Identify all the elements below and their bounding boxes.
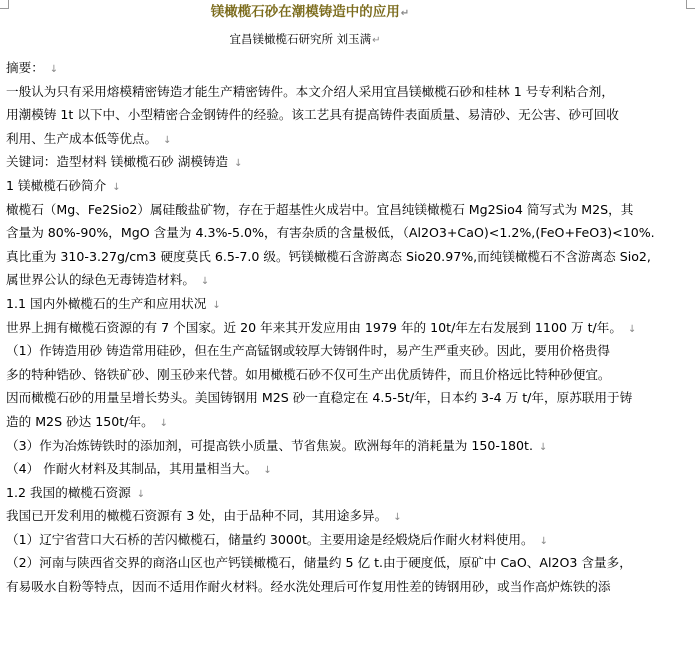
- text-line: [6, 56, 689, 80]
- paragraph-mark: ↵: [400, 8, 410, 19]
- text-line: [6, 363, 689, 387]
- text-line-content: 用潮模铸 1t 以下中、小型精密合金钢铸件的经验。该工艺具有提高铸件表面质量、易清砂、无公害、砂可回收: [6, 107, 619, 123]
- text-line: [6, 551, 689, 575]
- text-line-content: 真比重为 310-3.27g/cm3 硬度莫氏 6.5-7.0 级。钙镁橄榄石含游离态 Sio20.97%,而纯镁橄榄石不含游离态 Sio2,: [6, 248, 651, 264]
- document-author-text: 宜昌镁橄榄石研究所 刘玉满: [229, 32, 372, 46]
- text-line-content: （1）辽宁省营口大石桥的苦闪橄榄石，储量约 3000t。主要用途是经煅烧后作耐火材料使用。: [6, 531, 534, 547]
- document-author: [0, 31, 610, 49]
- text-line: [6, 103, 689, 127]
- line-break-mark: ↓: [200, 276, 210, 288]
- line-break-mark: ↓: [112, 181, 121, 193]
- text-line-content: （4） 作耐火材料及其制品，其用量相当大。: [6, 461, 258, 477]
- text-line: [6, 198, 689, 222]
- line-break-mark: ↓: [538, 441, 548, 453]
- text-line: [6, 221, 689, 245]
- text-line-content: 橄榄石（Mg、Fe2Sio2）属硅酸盐矿物，存在于超基性火成岩中。宜昌纯镁橄榄石 Mg2Sio4 简写式为 M2S，其: [6, 201, 634, 217]
- text-line: [6, 80, 689, 104]
- line-break-mark: ↓: [393, 512, 402, 524]
- line-break-mark: ↓: [159, 417, 169, 429]
- text-line: [6, 386, 689, 410]
- line-break-mark: ↓: [163, 134, 172, 146]
- document-title: [0, 3, 620, 23]
- line-break-mark: ↓: [234, 158, 243, 170]
- document-body: [6, 56, 689, 599]
- document-title-text: 镁橄榄石砂在潮模铸造中的应用: [210, 4, 400, 20]
- text-line-content: （3）作为冶炼铸铁时的添加剂，可提高铁小质量、节省焦炭。欧洲每年的消耗量为 150-180t.: [6, 437, 533, 453]
- text-line: [6, 150, 689, 174]
- text-line: [6, 268, 689, 292]
- text-line-content: 我国已开发利用的橄榄石资源有 3 处，由于品种不同，其用途多异。: [6, 508, 388, 524]
- text-line-content: 世界上拥有橄榄石资源的有 7 个国家。近 20 年来其开发应用由 1979 年的 10t/年左右发展到 1100 万 t/年。: [6, 319, 622, 335]
- line-break-mark: ↓: [627, 323, 637, 335]
- paragraph-mark: ↵: [372, 35, 381, 46]
- text-line: [6, 292, 689, 316]
- line-break-mark: ↓: [263, 465, 272, 477]
- text-line-content: 属世界公认的绿色无毒铸造材料。: [6, 272, 195, 288]
- text-line-content: 1.2 我国的橄榄石资源: [6, 484, 131, 500]
- text-line: [6, 127, 689, 151]
- text-line-content: 一般认为只有采用熔模精密铸造才能生产精密铸件。本文介绍人采用宜昌镁橄榄石砂和桂林 1 号专利粘合剂，: [6, 83, 614, 99]
- line-break-mark: ↓: [136, 488, 146, 500]
- text-line-content: 含量为 80%-90%，MgO 含量为 4.3%-5.0%，有害杂质的含量极低，（Al2O3+CaO)<1.2%,(FeO+FeO3)<10%.: [6, 225, 655, 241]
- text-line-content: 1.1 国内外橄榄石的生产和应用状况: [6, 295, 207, 311]
- text-line: [6, 245, 689, 269]
- text-line-content: 造的 M2S 砂达 150t/年。: [6, 413, 154, 429]
- page-corner-mark: [686, 0, 695, 9]
- text-line: [6, 339, 689, 363]
- text-line-content: 摘要：: [6, 60, 44, 75]
- text-line: [6, 410, 689, 434]
- text-line-content: 多的特种锆砂、铬铁矿砂、刚玉砂来代替。如用橄榄石砂不仅可生产出优质铸件，而且价格远比特种砂便宜。: [6, 366, 611, 382]
- text-line-content: 因而橄榄石砂的用量呈增长势头。美国铸钢用 M2S 砂一直稳定在 4.5-5t/年，日本约 3-4 万 t/年，原苏联用于铸: [6, 390, 633, 406]
- text-line: [6, 174, 689, 198]
- text-line: [6, 457, 689, 481]
- text-line: [6, 316, 689, 340]
- text-line-content: 1 镁橄榄石砂简介: [6, 177, 107, 193]
- text-line-content: （2）河南与陕西省交界的商洛山区也产钙镁橄榄石，储量约 5 亿 t.由于硬度低，原矿中 CaO、Al2O3 含量多，: [6, 555, 632, 571]
- text-line: [6, 575, 689, 599]
- text-line-content: （1）作铸造用砂 铸造常用硅砂，但在生产高锰钢或较厚大铸钢件时，易产生严重夹砂。因此，要用价格贵得: [6, 343, 610, 359]
- text-line-content: 有易吸水自粉等特点，因而不适用作耐火材料。经水洗处理后可作复用性差的铸钢用砂，或当作高炉炼铁的添: [6, 579, 611, 595]
- text-line: [6, 504, 689, 528]
- line-break-mark: ↓: [212, 299, 221, 311]
- text-line-content: 利用、生产成本低等优点。: [6, 130, 158, 146]
- text-line-content: 关键词：造型材料 镁橄榄石砂 湖模铸造: [6, 154, 229, 170]
- text-line: [6, 481, 689, 505]
- line-break-mark: ↓: [49, 64, 59, 75]
- line-break-mark: ↓: [539, 535, 548, 547]
- text-line: [6, 434, 689, 458]
- text-line: [6, 528, 689, 552]
